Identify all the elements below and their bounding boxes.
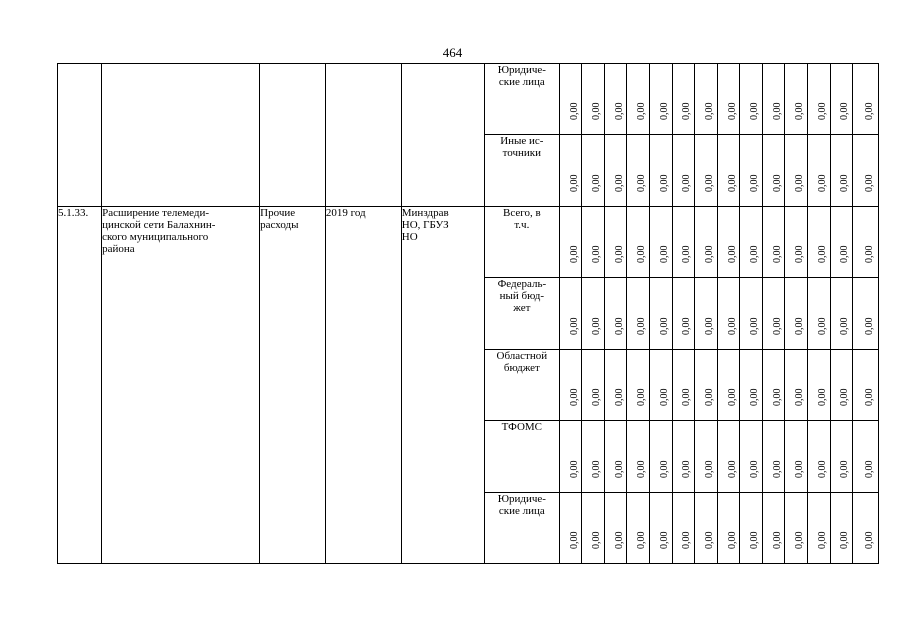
value-text: 0,00 <box>839 460 851 478</box>
value-text: 0,00 <box>863 102 875 120</box>
value-text: 0,00 <box>636 388 648 406</box>
period-cell <box>325 64 401 207</box>
value-text: 0,00 <box>658 388 670 406</box>
value-text: 0,00 <box>636 174 648 192</box>
value-text: 0,00 <box>613 317 625 335</box>
value-text: 0,00 <box>636 245 648 263</box>
value-cell <box>627 350 650 421</box>
value-text: 0,00 <box>863 317 875 335</box>
value-cell <box>762 350 785 421</box>
value-cell <box>627 278 650 350</box>
value-text: 0,00 <box>703 460 715 478</box>
value-cell <box>627 493 650 564</box>
value-text: 0,00 <box>816 317 828 335</box>
value-cell <box>604 207 627 278</box>
value-text: 0,00 <box>703 531 715 549</box>
value-text: 0,00 <box>726 245 738 263</box>
value-cell <box>717 64 740 135</box>
value-cell <box>650 207 673 278</box>
value-cell <box>807 493 830 564</box>
value-cell <box>830 64 853 135</box>
value-text: 0,00 <box>839 317 851 335</box>
value-cell <box>695 493 718 564</box>
value-text: 0,00 <box>839 245 851 263</box>
value-cell <box>740 135 763 207</box>
value-cell <box>695 135 718 207</box>
table-row <box>58 207 879 278</box>
value-text: 0,00 <box>568 174 580 192</box>
value-cell <box>672 278 695 350</box>
item-name-cell <box>102 64 260 207</box>
value-cell <box>762 135 785 207</box>
value-cell <box>785 493 808 564</box>
executor-cell: Минздрав НО, ГБУЗ НО <box>401 207 484 564</box>
value-cell <box>627 207 650 278</box>
executor-cell <box>401 64 484 207</box>
value-text: 0,00 <box>681 317 693 335</box>
value-text: 0,00 <box>658 245 670 263</box>
value-text: 0,00 <box>794 174 806 192</box>
value-cell <box>853 350 879 421</box>
value-cell <box>582 207 605 278</box>
value-cell <box>672 207 695 278</box>
value-cell <box>830 350 853 421</box>
value-cell <box>582 278 605 350</box>
value-text: 0,00 <box>749 245 761 263</box>
funding-source-cell: Федераль- ный бюд- жет <box>484 278 559 350</box>
value-cell <box>695 207 718 278</box>
value-cell <box>672 493 695 564</box>
value-text: 0,00 <box>863 388 875 406</box>
value-cell <box>559 207 582 278</box>
value-cell <box>740 64 763 135</box>
value-cell <box>604 64 627 135</box>
value-text: 0,00 <box>613 174 625 192</box>
value-text: 0,00 <box>839 174 851 192</box>
value-cell <box>672 64 695 135</box>
value-text: 0,00 <box>568 460 580 478</box>
value-text: 0,00 <box>749 460 761 478</box>
value-cell <box>627 135 650 207</box>
value-text: 0,00 <box>771 102 783 120</box>
value-cell <box>650 421 673 493</box>
value-text: 0,00 <box>591 531 603 549</box>
value-cell <box>785 350 808 421</box>
value-cell <box>853 135 879 207</box>
value-text: 0,00 <box>863 174 875 192</box>
value-text: 0,00 <box>681 531 693 549</box>
value-text: 0,00 <box>613 245 625 263</box>
value-text: 0,00 <box>839 102 851 120</box>
value-cell <box>807 64 830 135</box>
table-body <box>58 64 879 564</box>
value-text: 0,00 <box>703 174 715 192</box>
value-text: 0,00 <box>568 245 580 263</box>
value-text: 0,00 <box>658 102 670 120</box>
value-text: 0,00 <box>703 388 715 406</box>
value-text: 0,00 <box>591 460 603 478</box>
value-cell <box>582 493 605 564</box>
value-text: 0,00 <box>681 102 693 120</box>
value-text: 0,00 <box>703 102 715 120</box>
value-cell <box>740 493 763 564</box>
value-text: 0,00 <box>568 388 580 406</box>
value-text: 0,00 <box>749 388 761 406</box>
value-text: 0,00 <box>816 102 828 120</box>
value-cell <box>830 135 853 207</box>
funding-source-cell: Юридиче- ские лица <box>484 64 559 135</box>
value-cell <box>604 278 627 350</box>
value-cell <box>695 421 718 493</box>
value-cell <box>717 278 740 350</box>
value-cell <box>762 421 785 493</box>
value-cell <box>559 64 582 135</box>
value-text: 0,00 <box>771 174 783 192</box>
value-text: 0,00 <box>771 531 783 549</box>
funding-source-cell: Иные ис- точники <box>484 135 559 207</box>
value-cell <box>762 278 785 350</box>
value-text: 0,00 <box>726 102 738 120</box>
value-text: 0,00 <box>568 317 580 335</box>
value-cell <box>717 135 740 207</box>
value-text: 0,00 <box>839 388 851 406</box>
value-cell <box>785 207 808 278</box>
value-cell <box>853 278 879 350</box>
value-text: 0,00 <box>816 245 828 263</box>
value-text: 0,00 <box>681 460 693 478</box>
value-text: 0,00 <box>816 388 828 406</box>
value-cell <box>717 350 740 421</box>
funding-source-cell: ТФОМС <box>484 421 559 493</box>
expense-type-cell <box>260 64 326 207</box>
funding-source-cell: Областной бюджет <box>484 350 559 421</box>
value-text: 0,00 <box>726 531 738 549</box>
value-text: 0,00 <box>794 531 806 549</box>
value-text: 0,00 <box>658 174 670 192</box>
value-cell <box>807 350 830 421</box>
value-cell <box>740 278 763 350</box>
value-cell <box>695 64 718 135</box>
value-cell <box>740 421 763 493</box>
value-cell <box>672 135 695 207</box>
value-text: 0,00 <box>771 460 783 478</box>
value-cell <box>604 493 627 564</box>
page-number: 464 <box>442 45 463 60</box>
value-text: 0,00 <box>726 388 738 406</box>
value-text: 0,00 <box>794 388 806 406</box>
value-text: 0,00 <box>591 388 603 406</box>
value-text: 0,00 <box>636 102 648 120</box>
item-number-cell <box>58 64 102 207</box>
value-text: 0,00 <box>703 245 715 263</box>
value-text: 0,00 <box>863 245 875 263</box>
funding-source-cell: Всего, в т.ч. <box>484 207 559 278</box>
item-name-cell: Расширение телемеди- цинской сети Балахнин- ского муниципального района <box>102 207 260 564</box>
value-text: 0,00 <box>636 317 648 335</box>
value-cell <box>807 278 830 350</box>
value-cell <box>650 350 673 421</box>
value-cell <box>762 207 785 278</box>
value-cell <box>559 350 582 421</box>
value-cell <box>762 64 785 135</box>
value-cell <box>830 421 853 493</box>
value-cell <box>650 278 673 350</box>
value-text: 0,00 <box>794 102 806 120</box>
value-text: 0,00 <box>771 388 783 406</box>
value-text: 0,00 <box>681 388 693 406</box>
value-text: 0,00 <box>726 317 738 335</box>
value-text: 0,00 <box>794 460 806 478</box>
value-cell <box>650 64 673 135</box>
value-cell <box>695 350 718 421</box>
value-cell <box>830 278 853 350</box>
value-cell <box>785 421 808 493</box>
value-text: 0,00 <box>591 174 603 192</box>
value-cell <box>672 421 695 493</box>
value-cell <box>604 135 627 207</box>
value-cell <box>762 493 785 564</box>
value-cell <box>717 207 740 278</box>
value-cell <box>830 207 853 278</box>
value-text: 0,00 <box>613 531 625 549</box>
value-text: 0,00 <box>749 174 761 192</box>
value-text: 0,00 <box>816 174 828 192</box>
value-text: 0,00 <box>794 245 806 263</box>
value-cell <box>785 278 808 350</box>
value-cell <box>853 421 879 493</box>
value-cell <box>582 421 605 493</box>
value-cell <box>695 278 718 350</box>
value-text: 0,00 <box>591 245 603 263</box>
value-text: 0,00 <box>771 317 783 335</box>
value-cell <box>807 135 830 207</box>
expense-type-cell: Прочие расходы <box>260 207 326 564</box>
value-cell <box>582 135 605 207</box>
value-text: 0,00 <box>771 245 783 263</box>
item-number-cell: 5.1.33. <box>58 207 102 564</box>
period-cell: 2019 год <box>325 207 401 564</box>
value-cell <box>853 64 879 135</box>
value-text: 0,00 <box>749 317 761 335</box>
value-text: 0,00 <box>816 460 828 478</box>
table-row <box>58 64 879 135</box>
value-text: 0,00 <box>726 460 738 478</box>
value-cell <box>717 421 740 493</box>
value-cell <box>559 493 582 564</box>
value-text: 0,00 <box>613 460 625 478</box>
value-text: 0,00 <box>681 245 693 263</box>
value-text: 0,00 <box>636 531 648 549</box>
value-cell <box>853 493 879 564</box>
value-text: 0,00 <box>568 102 580 120</box>
value-cell <box>604 421 627 493</box>
value-text: 0,00 <box>863 531 875 549</box>
value-cell <box>559 135 582 207</box>
value-cell <box>627 421 650 493</box>
value-text: 0,00 <box>749 531 761 549</box>
value-text: 0,00 <box>681 174 693 192</box>
value-text: 0,00 <box>794 317 806 335</box>
value-cell <box>807 421 830 493</box>
value-text: 0,00 <box>568 531 580 549</box>
value-text: 0,00 <box>816 531 828 549</box>
value-text: 0,00 <box>636 460 648 478</box>
value-cell <box>582 350 605 421</box>
value-cell <box>650 135 673 207</box>
value-text: 0,00 <box>863 460 875 478</box>
value-cell <box>559 421 582 493</box>
value-cell <box>627 64 650 135</box>
value-cell <box>785 135 808 207</box>
value-cell <box>807 207 830 278</box>
value-cell <box>785 64 808 135</box>
value-cell <box>853 207 879 278</box>
value-text: 0,00 <box>658 460 670 478</box>
value-text: 0,00 <box>749 102 761 120</box>
value-cell <box>740 207 763 278</box>
value-text: 0,00 <box>703 317 715 335</box>
value-cell <box>559 278 582 350</box>
value-cell <box>604 350 627 421</box>
value-text: 0,00 <box>839 531 851 549</box>
value-text: 0,00 <box>658 531 670 549</box>
value-text: 0,00 <box>613 388 625 406</box>
value-text: 0,00 <box>591 317 603 335</box>
value-text: 0,00 <box>591 102 603 120</box>
value-cell <box>830 493 853 564</box>
value-cell <box>717 493 740 564</box>
value-text: 0,00 <box>726 174 738 192</box>
value-cell <box>740 350 763 421</box>
funding-source-cell: Юридиче- ские лица <box>484 493 559 564</box>
value-cell <box>582 64 605 135</box>
budget-table <box>57 63 879 564</box>
value-cell <box>672 350 695 421</box>
value-text: 0,00 <box>613 102 625 120</box>
value-cell <box>650 493 673 564</box>
value-text: 0,00 <box>658 317 670 335</box>
